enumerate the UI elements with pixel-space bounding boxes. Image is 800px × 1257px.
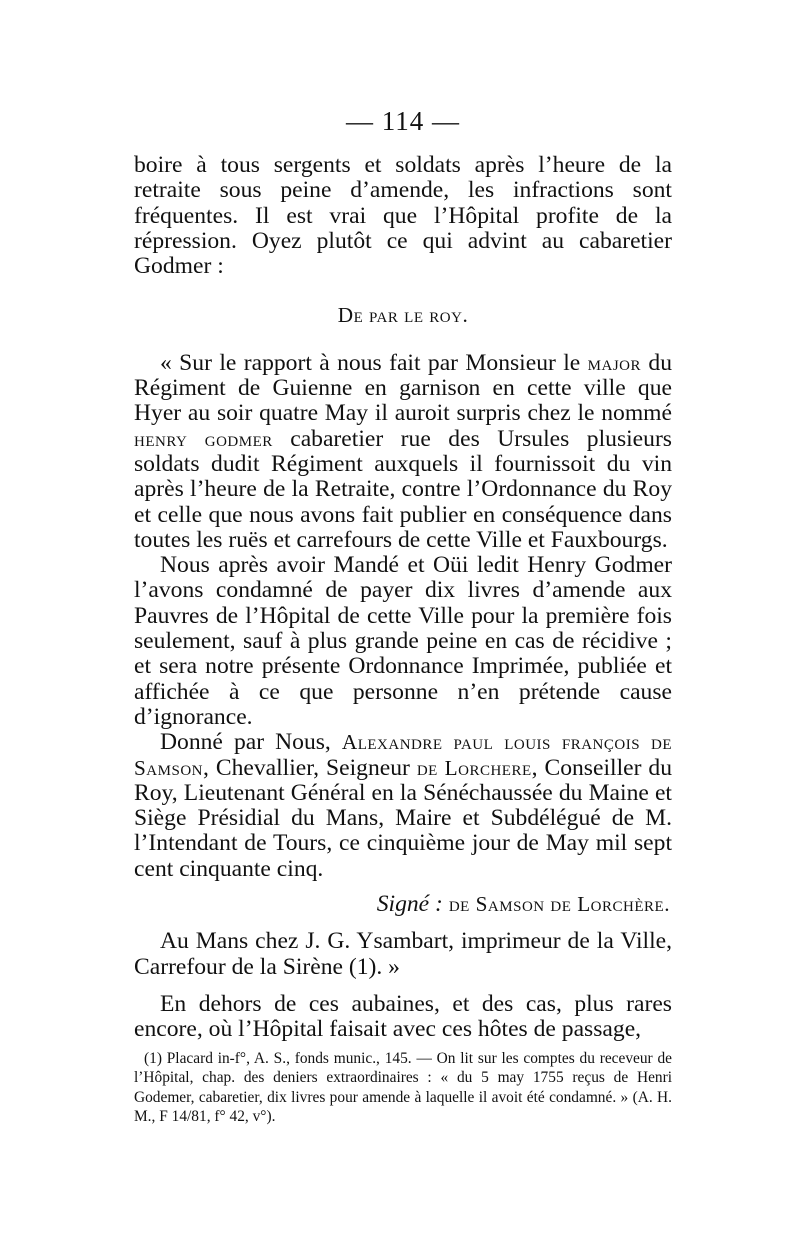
footnote-1: (1) Placard in-f°, A. S., fonds munic., 145. — On lit sur les comptes du receveur de l’Hôpital, chap. des deniers extraordinaires : « du 5 may 1755 reçus de Henri Godemer, cabaretier, dix livres pour amende à laquelle il avoit été condamné. » (A. H. M., F 14/81, f° 42, v°). — [134, 1050, 672, 1126]
footnotes — [134, 1049, 672, 1127]
page-number: — 114 — — [346, 106, 460, 136]
ordinance-heading: De par le roy. — [337, 303, 469, 328]
title-major: major — [587, 350, 642, 375]
intro-paragraph: boire à tous sergents et soldats après l’heure de la retraite sous peine d’amende, les infractions sont fréquentes. Il est vrai que l’Hôpital profite de la répression. Oyez plutôt ce qui advint au cabaretier Godmer : — [134, 152, 672, 280]
ordinance-paragraph-2: Nous après avoir Mandé et Oüi ledit Henry Godmer l’avons condamné de payer dix livres d’amende aux Pauvres de l’Hôpital de cette Ville pour la première fois seulement, sauf à plus grande peine en cas de récidive ; et sera notre présente Ordonnance Imprimée, publiée et affichée à ce que personne n’en prétende cause d’ignorance. — [134, 552, 672, 730]
ordinance-paragraph-1: « Sur le rapport à nous fait par Monsieur le major du Régiment de Guienne en garnison en cette ville que Hyer au soir quatre May il auroit surpris chez le nommé henry godmer cabaretier rue des Ursules plusieurs soldats dudit Régiment auxquels il fournissoit du vin après l’heure de la Retraite, contre l’Ordonnance du Roy et celle que nous avons fait publier en conséquence dans toutes les ruës et carrefours de cette Ville et Fauxbourgs. — [134, 349, 672, 553]
name-samson: Alexandre paul louis françois de Samson — [134, 730, 672, 780]
signature-line — [134, 892, 670, 917]
page-body — [134, 153, 672, 1043]
signed-name: de Samson de Lorchère. — [448, 892, 670, 917]
name-henry-godmer: henry godmer — [134, 426, 273, 451]
final-paragraph: En dehors de ces aubaines, et des cas, plus rares encore, où l’Hôpital faisait avec ces hôtes de passage, — [134, 990, 672, 1043]
signed-label: Signé : — [376, 891, 443, 918]
name-lorchere: de Lorchere — [416, 755, 532, 780]
ordinance-paragraph-3: Donné par Nous, Alexandre paul louis françois de Samson, Chevallier, Seigneur de Lorchere, Conseiller du Roy, Lieutenant Général en la Sénéchaussée du Maine et Siège Présidial du Mans, Maire et Subdélégué de M. l’Intendant de Tours, ce cinquième jour de May mil sept cent cinquante cinq. — [134, 729, 672, 882]
printer-paragraph: Au Mans chez J. G. Ysambart, imprimeur de la Ville, Carrefour de la Sirène (1). » — [134, 928, 672, 980]
